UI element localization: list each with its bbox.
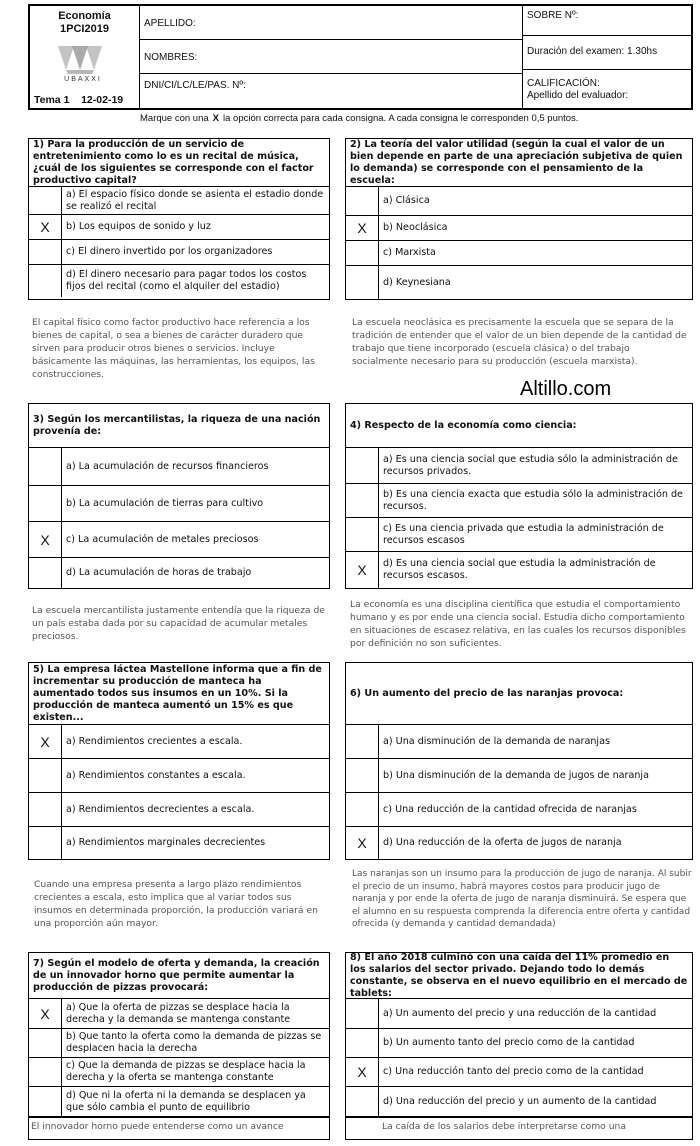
answer-mark[interactable] <box>346 187 379 215</box>
answer-mark[interactable] <box>346 518 379 551</box>
explanation-4: La economía es una disciplina científica que estudia el comportamiento humano y es por ende una ciencia social. Estudia dicho comportamiento en situaciones de escasez relativa, en las cuales los recursos disponibles por definición no son suficientes. <box>350 599 686 649</box>
answer-mark[interactable]: X <box>29 999 62 1028</box>
duracion-label: Duración del examen: 1.30hs <box>523 36 691 70</box>
exam-header <box>28 4 693 110</box>
answer-mark[interactable] <box>29 759 62 792</box>
answer-mark[interactable] <box>29 486 62 521</box>
option-text: d) La acumulación de horas de trabajo <box>66 567 252 578</box>
option-text: b) Un aumento tanto del precio como de la cantidad <box>383 1037 635 1048</box>
question-title: 2) La teoría del valor utilidad (según la cual el valor de un bien depende en parte de una apreciación subjetiva de quien lo demanda) se corresponde con el pensamiento de la escuela: <box>346 139 692 187</box>
option-text: a) Rendimientos constantes a escala. <box>66 769 246 781</box>
option-text: c) Que la demanda de pizzas se desplace hacia la derecha y la oferta se mantenga constante <box>66 1060 306 1083</box>
question-title: 8) El año 2018 culminó con una caída del 11% promedio en los salarios del sector privado. Dejando todo lo demás constante, se observa en el nuevo equilibrio en el mercado de tablets: <box>346 953 692 999</box>
header-left <box>30 6 140 108</box>
option-row[interactable] <box>346 827 692 859</box>
svg-text:UBAXXI: UBAXXI <box>64 76 102 82</box>
option-row[interactable] <box>29 558 329 588</box>
option-row[interactable] <box>29 522 329 558</box>
option-row[interactable] <box>29 999 329 1029</box>
answer-mark[interactable] <box>29 558 62 588</box>
option-row[interactable] <box>29 215 329 240</box>
answer-mark[interactable] <box>29 827 62 859</box>
instructions: Marque con una X la opción correcta para cada consigna. A cada consigna le corresponden 0,5 puntos. <box>140 113 579 124</box>
option-text: a) El espacio físico donde se asienta el estadio donde se realizó el recital <box>66 188 324 212</box>
option-text: d) Es una ciencia social que estudia la administración de recursos escasos. <box>383 558 656 581</box>
answer-mark[interactable] <box>346 484 379 517</box>
option-text: b) Una disminución de la demanda de jugos de naranja <box>383 769 649 781</box>
option-row[interactable] <box>29 759 329 793</box>
option-text: b) Es una ciencia exacta que estudia sólo la administración de recursos. <box>383 488 683 512</box>
answer-mark[interactable] <box>346 999 379 1028</box>
option-row[interactable] <box>346 266 692 299</box>
question-title: 6) Un aumento del precio de las naranjas provoca: <box>346 663 692 725</box>
answer-mark[interactable]: X <box>29 522 62 557</box>
question-6 <box>345 662 693 860</box>
option-row[interactable] <box>29 827 329 859</box>
answer-mark[interactable] <box>29 187 62 214</box>
course-title: Economía 1PCI2019 <box>58 10 111 35</box>
option-text: c) Una reducción de la cantidad ofrecida de naranjas <box>383 803 637 815</box>
option-row[interactable] <box>346 1029 692 1058</box>
option-text: d) Una reducción del precio y un aumento de la cantidad <box>383 1095 657 1107</box>
answer-mark[interactable] <box>346 1029 379 1057</box>
option-text: c) Una reducción tanto del precio como de la cantidad <box>383 1066 644 1077</box>
option-row[interactable] <box>29 265 329 297</box>
explanation-7: El innovador horno puede entenderse como un avance <box>29 1117 329 1136</box>
option-text: c) Es una ciencia privada que estudia la administración de recursos escasos <box>383 522 664 546</box>
option-row[interactable] <box>346 448 692 484</box>
explanation-8: La caída de los salarios debe interpretarse como una <box>346 1117 692 1136</box>
option-text: a) Rendimientos decrecientes a escala. <box>66 803 255 815</box>
explanation-3: La escuela mercantilista justamente entendía que la riqueza de un país estaba dada por su capacidad de acumular metales preciosos. <box>32 605 325 642</box>
nombres-field[interactable]: NOMBRES: <box>140 40 522 74</box>
answer-mark[interactable] <box>29 265 62 297</box>
explanation-1: El capital físico como factor productivo hace referencia a los bienes de capital, o sea a bienes de carácter duradero que sirven para producir otros bienes o servicios. Incluye básicamente las máquinas, las herramientas, los equipos, las construcciones. <box>32 317 315 380</box>
option-text: c) Marxista <box>383 247 436 258</box>
option-text: d) Keynesiana <box>383 276 451 288</box>
answer-mark[interactable] <box>29 1029 62 1057</box>
option-text: b) Neoclásica <box>383 222 448 233</box>
option-row[interactable] <box>29 1029 329 1058</box>
answer-mark[interactable] <box>29 240 62 264</box>
header-right <box>523 6 691 108</box>
question-3 <box>28 403 330 589</box>
answer-mark[interactable] <box>29 448 62 485</box>
option-row[interactable] <box>346 999 692 1029</box>
explanation-5: Cuando una empresa presenta a largo plazo rendimientos crecientes a escala, esto implica que al variar todos sus insumos en determinada proporción, la producción variará en una proporción aún mayor. <box>34 879 318 929</box>
altillo-watermark: Altillo.com <box>520 378 612 400</box>
question-8 <box>345 952 693 1140</box>
question-4 <box>345 403 693 589</box>
ubaxxi-logo <box>52 44 114 82</box>
option-text: b) Que tanto la oferta como la demanda de pizzas se desplacen hacia la derecha <box>66 1031 322 1054</box>
option-text: a) Rendimientos crecientes a escala. <box>66 735 243 747</box>
option-row[interactable] <box>346 725 692 759</box>
tema-date: Tema 1 12-02-19 <box>34 94 124 106</box>
answer-mark[interactable]: X <box>346 552 379 588</box>
option-text: a) Es una ciencia social que estudia sólo la administración de recursos privados. <box>383 453 678 477</box>
option-row[interactable] <box>346 1087 692 1117</box>
question-title: 5) La empresa láctea Mastellone informa que a fin de incrementar su producción de manteca ha aumentado todos sus insumos en un 10%. Si la producción de manteca aumentó un 15% es que existen... <box>29 663 329 725</box>
option-row[interactable] <box>346 216 692 241</box>
answer-mark[interactable] <box>346 448 379 483</box>
option-row[interactable] <box>346 241 692 266</box>
question-title: 3) Según los mercantilistas, la riqueza de una nación provenía de: <box>29 404 329 448</box>
answer-mark[interactable] <box>346 793 379 826</box>
option-row[interactable] <box>29 793 329 827</box>
dni-field[interactable]: DNI/CI/LC/LE/PAS. Nº: <box>144 80 246 91</box>
explanation-6: Las naranjas son un insumo para la producción de jugo de naranja. Al subir el precio de un insumo, habrá mayores costos para producir jugo de naranja y por ende la oferta de jugo de naranja disminuirá. Se espera que el alumno en su respuesta comprenda la diferencia entre oferta y cantidad ofrecida (y demanda y cantidad demandada) <box>352 869 692 929</box>
option-row[interactable] <box>346 518 692 552</box>
answer-mark[interactable] <box>346 266 379 299</box>
answer-mark[interactable] <box>346 725 379 758</box>
answer-mark[interactable] <box>346 759 379 792</box>
answer-mark[interactable]: X <box>346 1058 379 1086</box>
option-text: c) La acumulación de metales preciosos <box>66 533 259 545</box>
option-text: b) La acumulación de tierras para cultivo <box>66 497 264 509</box>
option-text: a) Un aumento del precio y una reducción de la cantidad <box>383 1007 657 1019</box>
answer-mark[interactable]: X <box>346 216 379 240</box>
header-fields <box>140 6 523 108</box>
option-row[interactable] <box>29 725 329 759</box>
option-row[interactable] <box>29 187 329 215</box>
answer-mark[interactable]: X <box>29 725 62 758</box>
option-row[interactable] <box>346 793 692 827</box>
option-row[interactable] <box>29 240 329 265</box>
question-title: 7) Según el modelo de oferta y demanda, la creación de un innovador horno que permite aumentar la producción de pizzas provocará: <box>29 953 329 999</box>
option-text: b) Los equipos de sonido y luz <box>66 221 211 232</box>
question-2 <box>345 138 693 300</box>
answer-mark[interactable]: X <box>346 827 379 859</box>
option-row[interactable] <box>29 448 329 486</box>
answer-mark[interactable] <box>346 241 379 265</box>
apellido-field[interactable]: APELLIDO: <box>140 6 522 40</box>
calificacion-field[interactable]: CALIFICACIÓN: Apellido del evaluador: <box>527 78 629 101</box>
option-text: a) Clásica <box>383 195 430 206</box>
answer-mark[interactable] <box>29 793 62 826</box>
question-5 <box>28 662 330 860</box>
question-title: 1) Para la producción de un servicio de entretenimiento como lo es un recital de música, ¿cuál de los siguientes se corresponde con el factor productivo capital? <box>29 139 329 187</box>
answer-mark[interactable] <box>346 1087 379 1116</box>
option-text: a) La acumulación de recursos financieros <box>66 460 269 472</box>
question-1 <box>28 138 330 300</box>
option-text: a) Rendimientos marginales decrecientes <box>66 837 266 848</box>
answer-mark[interactable] <box>29 1087 62 1116</box>
option-text: d) Una reducción de la oferta de jugos de naranja <box>383 837 622 848</box>
explanation-2: La escuela neoclásica es precisamente la escuela que se separa de la tradición de entender que el valor de un bien depende de la cantidad de trabajo que tiene incorporado (escuela clásica) o del trabajo socialmente necesario para su producción (escuela marxista). <box>352 317 687 367</box>
sobre-field[interactable]: SOBRE Nº: <box>523 6 691 36</box>
option-text: a) Que la oferta de pizzas se desplace hacia la derecha y la demanda se mantenga constante <box>66 1001 291 1025</box>
question-7 <box>28 952 330 1140</box>
answer-mark[interactable]: X <box>29 215 62 239</box>
option-row[interactable] <box>346 552 692 588</box>
question-title: 4) Respecto de la economía como ciencia: <box>346 404 692 448</box>
option-row[interactable] <box>346 187 692 216</box>
option-text: c) El dinero invertido por los organizadores <box>66 246 273 257</box>
answer-mark[interactable] <box>29 1058 62 1086</box>
option-row[interactable] <box>29 486 329 522</box>
option-row[interactable] <box>29 1058 329 1087</box>
option-text: a) Una disminución de la demanda de naranjas <box>383 735 610 747</box>
option-text: d) Que ni la oferta ni la demanda se desplacen ya que sólo cambia el punto de equilibrio <box>66 1089 306 1113</box>
option-row[interactable] <box>346 484 692 518</box>
option-text: d) El dinero necesario para pagar todos los costos fijos del recital (como el alquiler del estadio) <box>66 269 307 292</box>
option-row[interactable] <box>29 1087 329 1117</box>
option-row[interactable] <box>346 759 692 793</box>
option-row[interactable] <box>346 1058 692 1087</box>
